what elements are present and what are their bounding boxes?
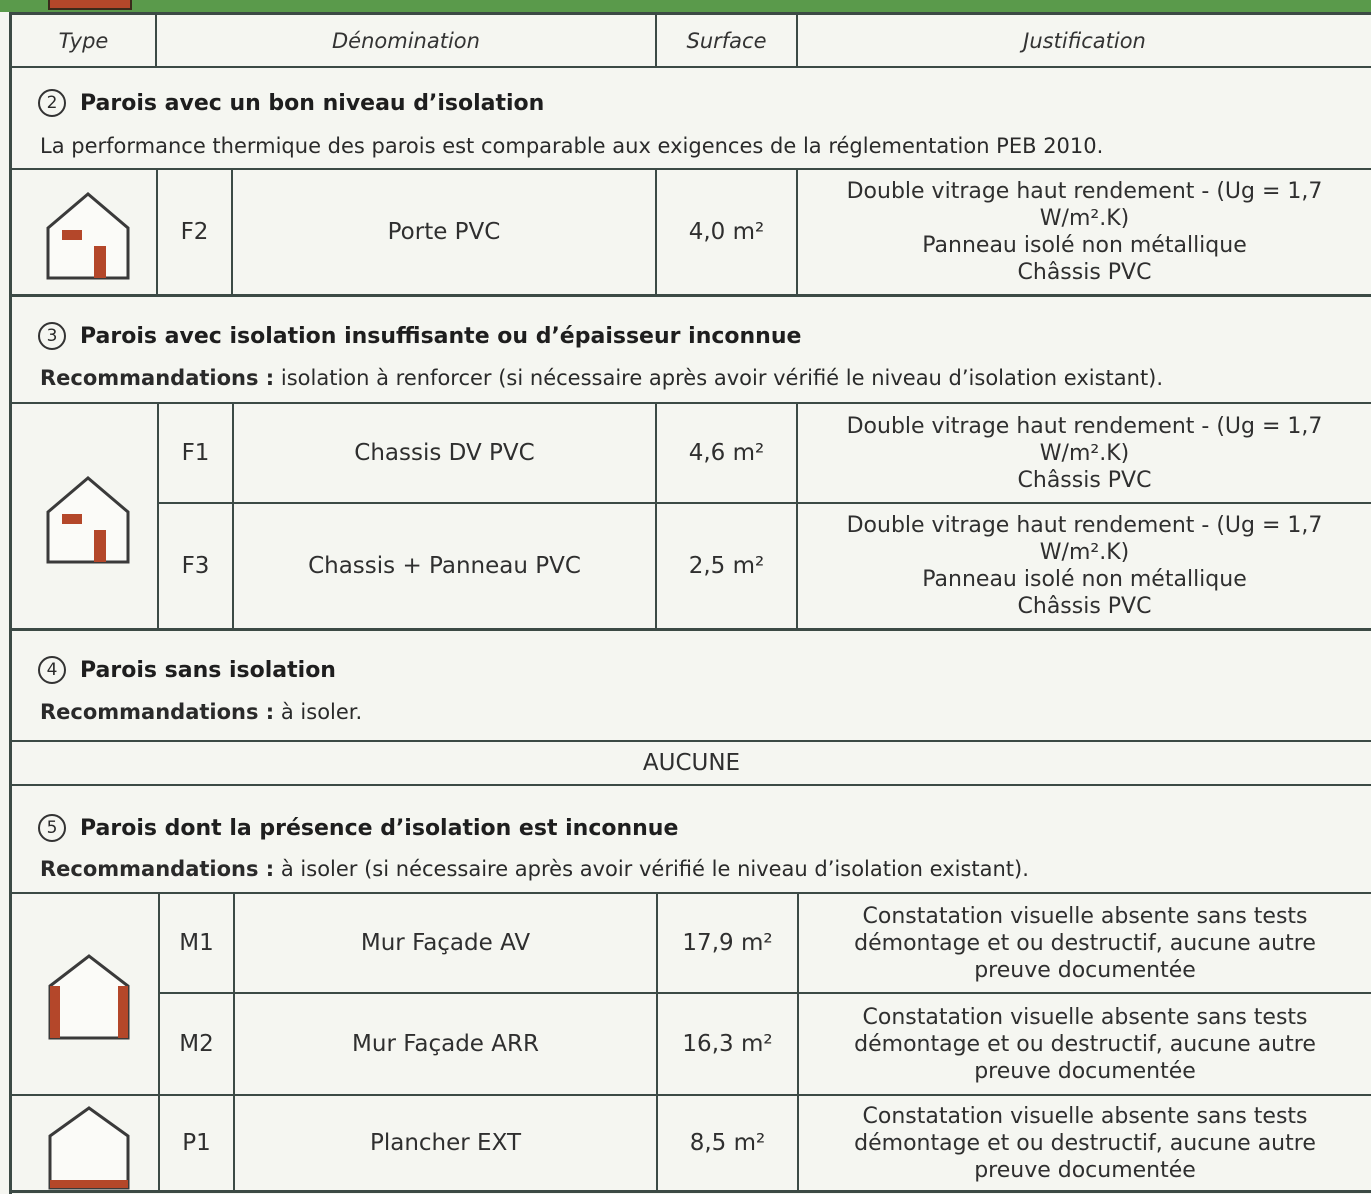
top-green-bar	[0, 0, 1371, 12]
section-number-badge: 5	[38, 814, 66, 842]
justification-line: W/m².K)	[1039, 440, 1130, 466]
row-code: M1	[179, 930, 214, 956]
justification-line: preuve documentée	[974, 1058, 1196, 1084]
justification-line: Double vitrage haut rendement - (Ug = 1,7	[846, 413, 1323, 439]
row-code: F1	[181, 440, 210, 466]
justification-line: preuve documentée	[974, 1157, 1196, 1183]
row-code: F2	[180, 219, 209, 245]
header-type: Type	[58, 29, 109, 53]
justification-line: Châssis PVC	[1017, 467, 1152, 493]
justification-line: Double vitrage haut rendement - (Ug = 1,7	[846, 513, 1323, 538]
justification-line: W/m².K)	[1039, 540, 1130, 565]
section-title: Parois avec isolation insuffisante ou d’épaisseur inconnue	[80, 323, 802, 349]
section-4-heading	[38, 656, 336, 684]
section-title: Parois dont la présence d’isolation est inconnue	[80, 815, 679, 841]
rule	[10, 784, 1371, 786]
row-justification	[798, 170, 1371, 294]
justification-line: Double vitrage haut rendement - (Ug = 1,7	[846, 179, 1323, 204]
row-name: Chassis DV PVC	[354, 440, 535, 466]
recommendation-text: à isoler (si nécessaire après avoir vérifié le niveau d’isolation existant).	[274, 857, 1029, 881]
section-title: Parois avec un bon niveau d’isolation	[80, 90, 545, 116]
none-row: AUCUNE	[642, 750, 741, 776]
row-name: Mur Façade ARR	[352, 1031, 539, 1057]
row-code: M2	[179, 1031, 214, 1057]
row-code: P1	[182, 1130, 211, 1156]
justification-line: preuve documentée	[974, 957, 1196, 983]
row-justification	[799, 894, 1371, 992]
justification-line: W/m².K)	[1039, 206, 1130, 231]
row-surface: 17,9 m²	[682, 930, 773, 956]
row-justification	[799, 1096, 1371, 1190]
row-justification	[798, 404, 1371, 502]
recommendation-label: Recommandations :	[40, 857, 275, 881]
recommendation-text: à isoler.	[274, 700, 363, 724]
recommendation-text: isolation à renforcer (si nécessaire après avoir vérifié le niveau d’isolation existant).	[274, 366, 1164, 390]
row-name: Mur Façade AV	[360, 930, 531, 956]
row-justification	[798, 504, 1371, 628]
section-5-recommendation	[40, 857, 1029, 881]
rule	[10, 628, 1371, 631]
legend-swatch	[48, 0, 132, 10]
justification-line: Constatation visuelle absente sans tests	[862, 903, 1308, 929]
rule	[10, 294, 1371, 297]
justification-line: démontage et ou destructif, aucune autre	[854, 1130, 1316, 1156]
section-3-recommendation	[40, 366, 1163, 390]
recommendation-label: Recommandations :	[40, 366, 275, 390]
row-name: Plancher EXT	[369, 1130, 521, 1156]
justification-line: Châssis PVC	[1017, 594, 1152, 619]
row-surface: 2,5 m²	[688, 553, 765, 579]
justification-line: Constatation visuelle absente sans tests	[862, 1103, 1308, 1129]
row-surface: 4,0 m²	[688, 219, 765, 245]
section-3-heading	[38, 322, 801, 350]
section-number-badge: 4	[38, 656, 66, 684]
header-denomination: Dénomination	[332, 29, 480, 53]
row-name: Porte PVC	[387, 219, 501, 245]
justification-line: Panneau isolé non métallique	[922, 567, 1247, 592]
header-surface: Surface	[686, 29, 767, 53]
row-surface: 8,5 m²	[689, 1130, 766, 1156]
table-left-border	[9, 12, 12, 1194]
section-5-heading	[38, 814, 678, 842]
section-number-badge: 3	[38, 322, 66, 350]
row-surface: 16,3 m²	[682, 1031, 773, 1057]
section-2-subtitle: La performance thermique des parois est comparable aux exigences de la réglementation PEB 2010.	[40, 134, 1104, 158]
window-door-house-icon	[44, 190, 132, 282]
section-title: Parois sans isolation	[80, 657, 336, 683]
row-name: Chassis + Panneau PVC	[308, 553, 581, 579]
row-surface: 4,6 m²	[688, 440, 765, 466]
section-number-badge: 2	[38, 89, 66, 117]
floor-house-icon	[46, 1104, 132, 1190]
row-code: F3	[181, 553, 210, 579]
wall-house-icon	[46, 952, 132, 1042]
justification-line: Panneau isolé non métallique	[922, 233, 1247, 258]
section-4-recommendation	[40, 700, 362, 724]
justification-line: Châssis PVC	[1017, 260, 1152, 285]
justification-line: démontage et ou destructif, aucune autre	[854, 1031, 1316, 1057]
window-door-house-icon	[44, 474, 132, 566]
row-justification	[799, 994, 1371, 1094]
rule	[10, 1190, 1371, 1193]
recommendation-label: Recommandations :	[40, 700, 275, 724]
justification-line: démontage et ou destructif, aucune autre	[854, 930, 1316, 956]
header-justification: Justification	[1023, 29, 1146, 53]
justification-line: Constatation visuelle absente sans tests	[862, 1004, 1308, 1030]
section-2-heading	[38, 89, 544, 117]
